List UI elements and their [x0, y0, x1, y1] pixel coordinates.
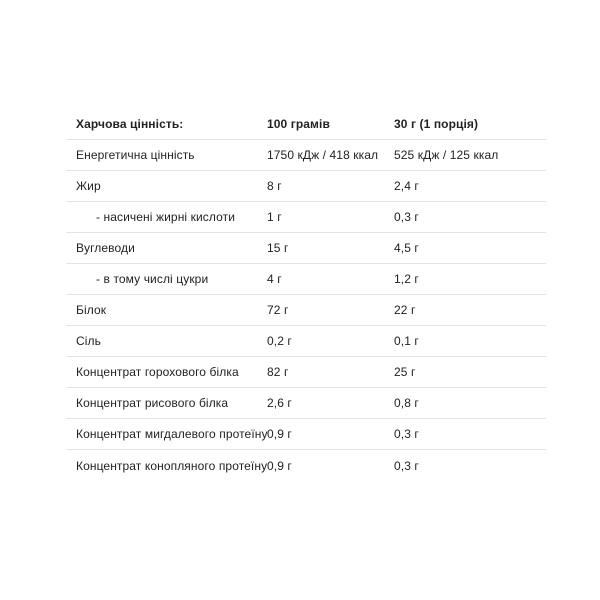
row-per-100g: 0,9 г	[267, 458, 292, 473]
row-name: Білок	[76, 303, 107, 317]
header-per-portion: 30 г (1 порція)	[394, 116, 479, 131]
row-per-portion: 25 г	[394, 365, 416, 379]
row-per-portion: 0,3 г	[394, 427, 419, 441]
table-row	[66, 388, 546, 419]
row-per-portion: 0,8 г	[394, 396, 419, 410]
row-per-portion: 22 г	[394, 303, 416, 317]
table-row	[66, 419, 546, 450]
row-name: Енергетична цінність	[76, 148, 195, 162]
row-per-100g: 72 г	[267, 303, 289, 317]
row-per-100g: 0,9 г	[267, 427, 292, 441]
table-row	[66, 326, 546, 357]
table-row	[66, 171, 546, 202]
nutrition-table	[66, 108, 546, 481]
table-row	[66, 264, 546, 295]
row-name: Концентрат горохового білка	[76, 365, 239, 379]
row-per-100g: 1 г	[267, 210, 282, 224]
table-row	[66, 233, 546, 264]
row-per-portion: 0,1 г	[394, 334, 419, 348]
row-per-portion: 1,2 г	[394, 272, 419, 286]
row-name: Концентрат конопляного протеїну	[76, 458, 268, 473]
table-row	[66, 202, 546, 233]
row-per-100g: 8 г	[267, 179, 282, 193]
row-name: Концентрат рисового білка	[76, 396, 229, 410]
row-per-portion: 0,3 г	[394, 458, 419, 473]
row-per-100g: 0,2 г	[267, 334, 292, 348]
table-row	[66, 357, 546, 388]
table-row	[66, 140, 546, 171]
row-per-100g: 82 г	[267, 365, 289, 379]
table-header-row	[66, 108, 546, 140]
row-per-100g: 1750 кДж / 418 ккал	[267, 148, 379, 162]
row-per-portion: 2,4 г	[394, 179, 419, 193]
row-name: Жир	[76, 179, 101, 193]
row-per-portion: 525 кДж / 125 ккал	[394, 148, 499, 162]
row-per-portion: 4,5 г	[394, 241, 419, 255]
row-name: - в тому числі цукри	[96, 272, 209, 286]
row-per-100g: 2,6 г	[267, 396, 292, 410]
row-name: Вуглеводи	[76, 241, 135, 255]
header-per-100g: 100 грамів	[267, 116, 330, 131]
row-name: Сіль	[76, 334, 101, 348]
table-row	[66, 450, 546, 481]
row-name: Концентрат мигдалевого протеїну	[76, 427, 268, 441]
table-row	[66, 295, 546, 326]
row-per-100g: 4 г	[267, 272, 282, 286]
header-nutritional-value: Харчова цінність:	[76, 116, 184, 131]
row-per-100g: 15 г	[267, 241, 289, 255]
row-name: - насичені жирні кислоти	[96, 210, 236, 224]
row-per-portion: 0,3 г	[394, 210, 419, 224]
